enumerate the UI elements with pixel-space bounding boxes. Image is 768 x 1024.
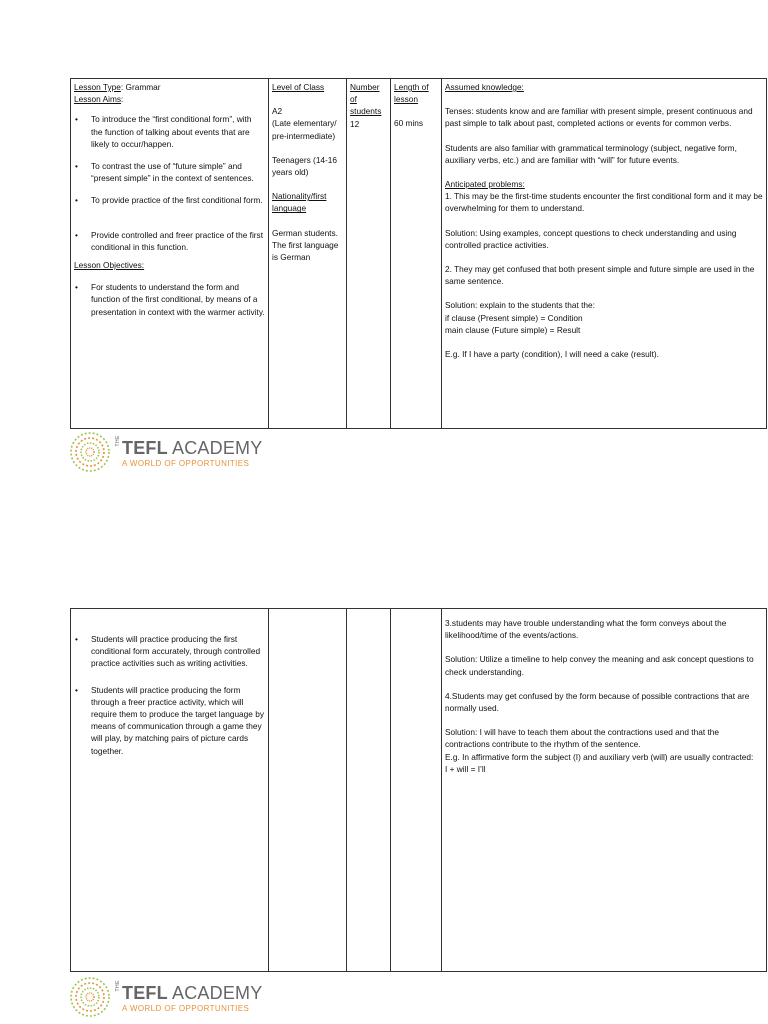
- example-2: E.g. If I have a party (condition), I will need a cake (result).: [445, 349, 659, 360]
- solution-2-if-clause: if clause (Present simple) = Condition: [445, 312, 583, 323]
- lesson-plan-row: [71, 609, 767, 972]
- spacer: [445, 714, 763, 726]
- aim-text: To provide practice of the first conditional form.: [91, 195, 263, 206]
- aim-text: To contrast the use of “future simple” and “present simple” in the context of sentences.: [91, 161, 254, 184]
- logo-brand-rest: ACADEMY: [167, 983, 263, 1003]
- list-item: [74, 113, 265, 150]
- problem-2: 2. They may get confused that both present simple and future simple are used in the same sentence.: [445, 264, 755, 287]
- list-item: [74, 633, 265, 670]
- spacer: [272, 142, 343, 154]
- solution-4: Solution: I will have to teach them about the contractions used and that the contractions contribute to the rhythm of the sentence.: [445, 727, 719, 750]
- spacer: [445, 287, 763, 299]
- number-value: 12: [350, 118, 360, 129]
- logo-tagline: A WORLD OF OPPORTUNITIES: [122, 1004, 250, 1013]
- bullet-icon: •: [75, 114, 78, 125]
- anticipated-problems-label: Anticipated problems:: [445, 179, 525, 190]
- example-4: E.g. In affirmative form the subject (I) and auxiliary verb (will) are usually contracted:: [445, 751, 754, 762]
- list-item: [74, 281, 265, 318]
- logo-brand: [122, 438, 262, 459]
- lesson-objectives-cell: [71, 609, 269, 972]
- nationality-label: Nationality/first language: [272, 191, 327, 214]
- empty-cell: [269, 609, 347, 972]
- logo-brand-bold: TEFL: [122, 438, 168, 458]
- objective-text: Students will practice producing the first conditional form accurately, through controlled practice activities such as writing activities.: [91, 634, 261, 669]
- spacer: [272, 178, 343, 190]
- aim-text: Provide controlled and freer practice of the first conditional in this function.: [91, 229, 264, 252]
- level-label: Level of Class: [272, 82, 325, 92]
- list-item: [74, 194, 265, 206]
- length-value: 60 mins: [394, 118, 424, 129]
- spacer: [445, 130, 763, 142]
- objective-text: For students to understand the form and function of the first conditional, by means of a presentation in context with the warmer activity.: [91, 282, 265, 317]
- lesson-plan-table-page2: [70, 608, 767, 972]
- logo-brand-bold: TEFL: [122, 983, 168, 1003]
- logo-the: THE: [115, 435, 121, 447]
- spacer: [394, 105, 438, 117]
- bullet-icon: •: [75, 684, 78, 695]
- spacer: [445, 215, 763, 227]
- lesson-type-line: [74, 81, 265, 93]
- number-label: Number of students: [350, 82, 382, 117]
- list-item: [74, 684, 265, 757]
- assumed-text-1: Tenses: students know and are familiar with present simple, present continuous and past simple to talk about past, completed actions or events for common verbs.: [445, 106, 753, 129]
- lesson-aims-heading: [74, 93, 265, 105]
- assumed-label: Assumed knowledge:: [445, 82, 524, 92]
- problem-4: 4.Students may get confused by the form because of possible contractions that are normally used.: [445, 690, 750, 714]
- spacer: [74, 611, 265, 623]
- level-of-class-cell: [269, 79, 347, 429]
- problem-1: 1. This may be the first-time students encounter the first conditional form and it may be overwhelming for them to understand.: [445, 191, 763, 214]
- level-description: (Late elementary/ pre-intermediate): [272, 118, 337, 141]
- spacer: [445, 93, 763, 105]
- empty-cell: [347, 609, 391, 972]
- nationality-value: German students. The first language is German: [272, 227, 339, 263]
- spacer: [445, 251, 763, 263]
- bullet-icon: •: [75, 229, 78, 240]
- logo-brand-rest: ACADEMY: [167, 438, 263, 458]
- lesson-aims-colon: :: [121, 94, 124, 105]
- anticipated-problems-cell: [442, 609, 767, 972]
- objective-text: Students will practice producing the form through a freer practice activity, which will require them to produce the target language by means of communication through a game they will play, by matching pairs of picture cards together.: [91, 684, 264, 756]
- logo-the: THE: [115, 980, 121, 992]
- tefl-academy-logo: [68, 975, 263, 1019]
- level-value: A2: [272, 106, 283, 117]
- solution-3: Solution: Utilize a timeline to help convey the meaning and ask concept questions to check understanding.: [445, 654, 754, 677]
- empty-cell: [391, 609, 442, 972]
- bullet-icon: •: [75, 282, 78, 293]
- logo-brand: [122, 983, 262, 1004]
- spacer: [272, 215, 343, 227]
- example-4-contraction: I + will = I’ll: [445, 763, 486, 774]
- spacer: [445, 166, 763, 178]
- assumed-knowledge-cell: [442, 79, 767, 429]
- bullet-icon: •: [75, 634, 78, 644]
- solution-2: Solution: explain to the students that the:: [445, 300, 595, 311]
- lesson-plan-table-page1: [70, 78, 767, 429]
- bullet-icon: •: [75, 161, 78, 172]
- lesson-aims-label: Lesson Aims: [74, 94, 122, 105]
- spacer: [445, 336, 763, 348]
- globe-icon: [68, 430, 114, 474]
- lesson-type-value: : Grammar: [120, 82, 161, 92]
- bullet-icon: •: [75, 195, 78, 206]
- lesson-aims-list: [74, 113, 265, 253]
- spacer: [272, 93, 343, 105]
- length-label: Length of lesson: [394, 82, 429, 105]
- lesson-type-label: Lesson Type: [74, 82, 121, 92]
- globe-icon: [68, 975, 114, 1019]
- length-of-lesson-cell: [391, 79, 442, 429]
- tefl-academy-logo: [68, 430, 263, 474]
- lesson-objectives-list: [74, 281, 265, 318]
- spacer: [445, 678, 763, 690]
- list-item: [74, 229, 265, 253]
- lesson-aims-cell: [71, 79, 269, 429]
- aim-text: To introduce the “first conditional form”, with the function of talking about events that are likely to occur/happen.: [91, 114, 252, 149]
- age-value: Teenagers (14-16 years old): [272, 154, 338, 178]
- list-item: [74, 160, 265, 184]
- solution-2-main-clause: main clause (Future simple) = Result: [445, 324, 581, 335]
- number-of-students-cell: [347, 79, 391, 429]
- spacer: [445, 641, 763, 653]
- lesson-plan-row: [71, 79, 767, 429]
- lesson-objectives-heading: Lesson Objectives:: [74, 260, 145, 271]
- logo-tagline: A WORLD OF OPPORTUNITIES: [122, 459, 250, 468]
- solution-1: Solution: Using examples, concept questions to check understanding and using controlled practice activities.: [445, 227, 737, 250]
- problem-3: 3.students may have trouble understanding what the form conveys about the likelihood/time of the events/actions.: [445, 618, 727, 641]
- assumed-text-2: Students are also familiar with grammatical terminology (subject, negative form, auxiliary verbs, etc.) and are familiar with “will” for future events.: [445, 142, 737, 165]
- lesson-objectives-list: [74, 633, 265, 757]
